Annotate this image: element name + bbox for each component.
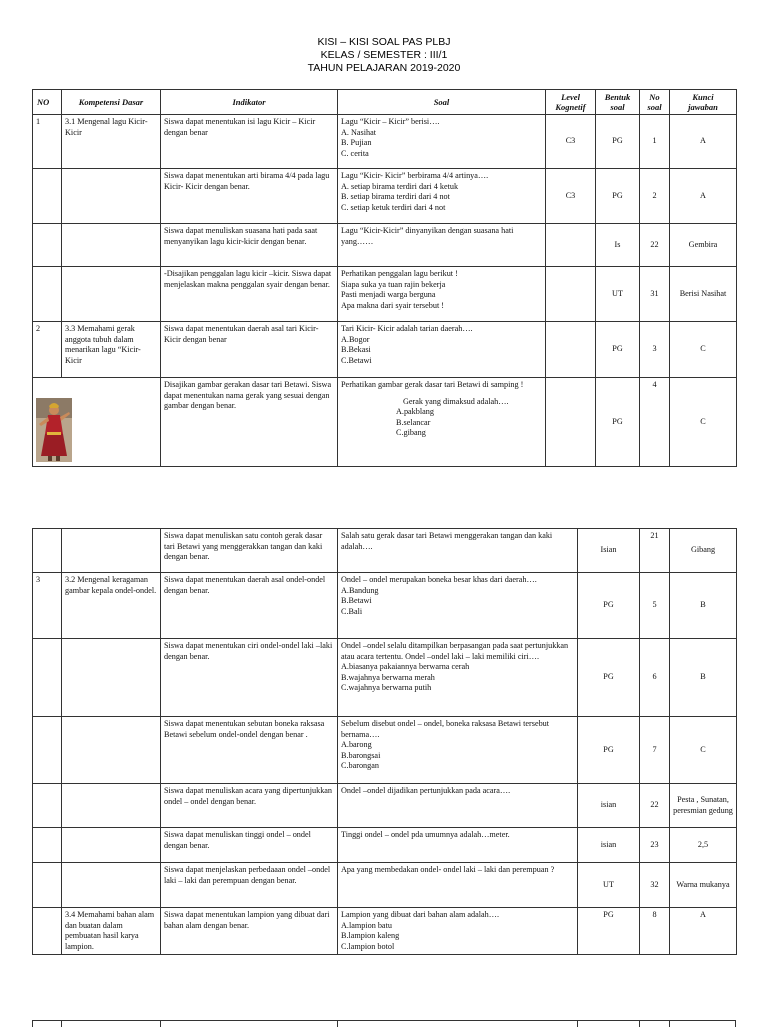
cell-kunci: C (670, 378, 737, 467)
cell-no (33, 529, 62, 573)
cell-indikator: Siswa dapat menuliskan satu contoh gerak dasar tari Betawi yang menggerakkan tangan dan kaki dengan benar. (161, 529, 338, 573)
cell-indikator: Siswa dapat menentukan ciri ondel-ondel laki –laki dengan benar. (161, 639, 338, 717)
cell-bentuk: Is (596, 224, 640, 267)
table-row (33, 828, 737, 863)
cell-kunci: B (670, 573, 737, 639)
cell-image (33, 378, 161, 467)
cell-nosoal: 5 (640, 573, 670, 639)
table-row (33, 784, 737, 828)
col-level: Level Kognetif (546, 90, 596, 115)
cell-level (546, 224, 596, 267)
table-row (33, 169, 737, 224)
cell-kunci: C (670, 717, 737, 784)
cell-bentuk: isian (578, 784, 640, 828)
table-row (33, 529, 737, 573)
cell-soal: Tinggi ondel – ondel pda umumnya adalah…meter. (338, 828, 578, 863)
cell-nosoal: 23 (640, 828, 670, 863)
cell-indikator: Siswa dapat menentukan daerah asal ondel-ondel dengan benar. (161, 573, 338, 639)
cell-bentuk: isian (578, 828, 640, 863)
cell-bentuk: PG (596, 115, 640, 169)
cell-kunci: A (670, 169, 737, 224)
cell-kd: 3.4 Memahami bahan alam dan buatan dalam pembuatan hasil karya lampion. (62, 908, 161, 955)
cell-no (33, 169, 62, 224)
betawi-dancer-image (36, 398, 72, 462)
table-row (33, 115, 737, 169)
col-soal: Soal (338, 90, 546, 115)
cell-bentuk: PG (578, 573, 640, 639)
cell-indikator: Siswa dapat menentukan isi lagu Kicir – Kicir dengan benar (161, 115, 338, 169)
cell-indikator: Siswa dapat menuliskan tinggi ondel – ondel dengan benar. (161, 828, 338, 863)
cell-level: C3 (546, 169, 596, 224)
cell-nosoal: 4 (640, 378, 670, 467)
doc-title-line-2: KELAS / SEMESTER : III/1 (320, 49, 448, 61)
cell-kunci: Berisi Nasihat (670, 267, 737, 322)
col-indikator: Indikator (161, 90, 338, 115)
table-row (33, 322, 737, 378)
cell-bentuk: PG (596, 169, 640, 224)
cell-indikator: -Disajikan penggalan lagu kicir –kicir. Siswa dapat menjelaskan makna penggalan syair dengan benar. (161, 267, 338, 322)
cell-kd (62, 224, 161, 267)
table-row (33, 224, 737, 267)
cell-kd: 3.2 Mengenal keragaman gambar kepala ondel-ondel. (62, 573, 161, 639)
cell-bentuk: UT (596, 267, 640, 322)
cell-no (33, 863, 62, 908)
doc-title-line-1: KISI – KISI SOAL PAS PLBJ (317, 36, 451, 48)
cell-bentuk: PG (578, 717, 640, 784)
cell-kunci: Gibang (670, 529, 737, 573)
cell-no (33, 908, 62, 955)
cell-kd (62, 863, 161, 908)
header-row (33, 90, 737, 115)
cell-nosoal: 32 (640, 863, 670, 908)
cell-bentuk: PG (596, 322, 640, 378)
cell-nosoal: 6 (640, 639, 670, 717)
cell-indikator: Siswa dapat menjelaskan perbedaaan ondel –ondel laki – laki dan perempuan dengan benar. (161, 863, 338, 908)
cell-indikator: Siswa dapat menuliskan acara yang dipertunjukkan ondel – ondel dengan benar. (161, 784, 338, 828)
kisi-kisi-table-2 (32, 528, 737, 955)
cell-kunci: A (670, 908, 737, 955)
cell-no: 3 (33, 573, 62, 639)
cell-kunci: 2,5 (670, 828, 737, 863)
cell-kd: 3.1 Mengenal lagu Kicir-Kicir (62, 115, 161, 169)
cell-soal: Ondel –ondel dijadikan pertunjukkan pada acara…. (338, 784, 578, 828)
cell-soal: Lampion yang dibuat dari bahan alam adalah…. A.lampion batu B.lampion kaleng C.lampion botol (338, 908, 578, 955)
cell-level (546, 322, 596, 378)
cell-no (33, 784, 62, 828)
table-row (33, 863, 737, 908)
cell-no (33, 267, 62, 322)
cell-no (33, 828, 62, 863)
cell-soal: Perhatikan penggalan lagu berikut ! Siapa suka ya tuan rajin bekerja Pasti menjadi warga berguna Apa makna dari syair tersebut ! (338, 267, 546, 322)
table-row (33, 573, 737, 639)
cell-nosoal: 1 (640, 115, 670, 169)
cell-bentuk: PG (596, 378, 640, 467)
cell-indikator: Siswa dapat menuliskan suasana hati pada saat menyanyikan lagu kicir-kicir dengan benar. (161, 224, 338, 267)
col-nosoal: No soal (640, 90, 670, 115)
cell-nosoal: 22 (640, 784, 670, 828)
cell-soal: Salah satu gerak dasar tari Betawi menggerakan tangan dan kaki adalah…. (338, 529, 578, 573)
cell-kd (62, 529, 161, 573)
cell-bentuk: Isian (578, 529, 640, 573)
cell-kunci: Pesta , Sunatan, peresmian gedung (670, 784, 737, 828)
cell-no (33, 717, 62, 784)
table-row (33, 378, 737, 467)
kisi-kisi-table-1 (32, 89, 737, 467)
cell-soal: Lagu “Kicir – Kicir” berisi…. A. Nasihat B. Pujian C. cerita (338, 115, 546, 169)
cell-soal: Sebelum disebut ondel – ondel, boneka raksasa Betawi tersebut bernama…. A.barong B.barongsai C.barongan (338, 717, 578, 784)
cell-kd: 3.3 Memahami gerak anggota tubuh dalam menarikan lagu “Kicir-Kicir (62, 322, 161, 378)
cell-no (33, 224, 62, 267)
cell-kd (62, 828, 161, 863)
cell-no: 1 (33, 115, 62, 169)
cell-bentuk: PG (578, 639, 640, 717)
cell-kunci: B (670, 639, 737, 717)
cell-kd (62, 639, 161, 717)
cell-level (546, 267, 596, 322)
cell-nosoal: 21 (640, 529, 670, 573)
cell-nosoal: 2 (640, 169, 670, 224)
cell-kunci: C (670, 322, 737, 378)
cell-soal: Perhatikan gambar gerak dasar tari Betawi di samping ! Gerak yang dimaksud adalah…. A.pakblang B.selancar C.gibang (338, 378, 546, 467)
doc-title-line-3: TAHUN PELAJARAN 2019-2020 (307, 62, 461, 74)
table-row (33, 267, 737, 322)
cell-indikator: Siswa dapat menentukan daerah asal tari Kicir- Kicir dengan benar (161, 322, 338, 378)
cell-nosoal: 7 (640, 717, 670, 784)
cell-bentuk: UT (578, 863, 640, 908)
col-no: NO (33, 90, 62, 115)
cell-soal: Tari Kicir- Kicir adalah tarian daerah…. A.Bogor B.Bekasi C.Betawi (338, 322, 546, 378)
col-kunci: Kunci jawaban (670, 90, 737, 115)
cell-soal: Lagu “Kicir- Kicir” berbirama 4/4 artinya…. A. setiap birama terdiri dari 4 ketuk B. setiap birama terdiri dari 4 not C. setiap ketuk terdiri dari 4 not (338, 169, 546, 224)
cell-soal: Apa yang membedakan ondel- ondel laki – laki dan perempuan ? (338, 863, 578, 908)
cell-kd (62, 267, 161, 322)
cell-kd (62, 169, 161, 224)
cell-nosoal: 3 (640, 322, 670, 378)
cell-kunci: Warna mukanya (670, 863, 737, 908)
cell-indikator: Siswa dapat menentukan sebutan boneka raksasa Betawi sebelum ondel-ondel dengan benar . (161, 717, 338, 784)
cell-kd (62, 717, 161, 784)
cell-soal: Ondel – ondel merupakan boneka besar khas dari daerah…. A.Bandung B.Betawi C.Bali (338, 573, 578, 639)
cell-indikator: Disajikan gambar gerakan dasar tari Betawi. Siswa dapat menentukan nama gerak yang sesuai dengan gambar dengan benar. (161, 378, 338, 467)
cell-soal: Ondel –ondel selalu ditampilkan berpasangan pada saat pertunjukkan atau acara tertentu. Ondel –ondel laki – laki memiliki ciri…. A.biasanya pakaiannya berwarna cerah B.wajahnya berwarna merah C.wajahnya berwarna putih (338, 639, 578, 717)
cell-nosoal: 22 (640, 224, 670, 267)
cell-level: C3 (546, 115, 596, 169)
table-row (33, 717, 737, 784)
cell-indikator: Siswa dapat menentukan lampion yang dibuat dari bahan alam dengan benar. (161, 908, 338, 955)
cell-kunci: A (670, 115, 737, 169)
cell-indikator: Siswa dapat menentukan arti birama 4/4 pada lagu Kicir- Kicir dengan benar. (161, 169, 338, 224)
cell-soal: Lagu “Kicir-Kicir” dinyanyikan dengan suasana hati yang…… (338, 224, 546, 267)
cell-kd (62, 784, 161, 828)
cell-no (33, 639, 62, 717)
cell-kunci: Gembira (670, 224, 737, 267)
cell-bentuk: PG (578, 908, 640, 955)
cell-nosoal: 8 (640, 908, 670, 955)
col-bentuk: Bentuk soal (596, 90, 640, 115)
table-row (33, 908, 737, 955)
table-row (33, 639, 737, 717)
cell-nosoal: 31 (640, 267, 670, 322)
cell-level (546, 378, 596, 467)
col-kompetensi: Kompetensi Dasar (62, 90, 161, 115)
cell-no: 2 (33, 322, 62, 378)
